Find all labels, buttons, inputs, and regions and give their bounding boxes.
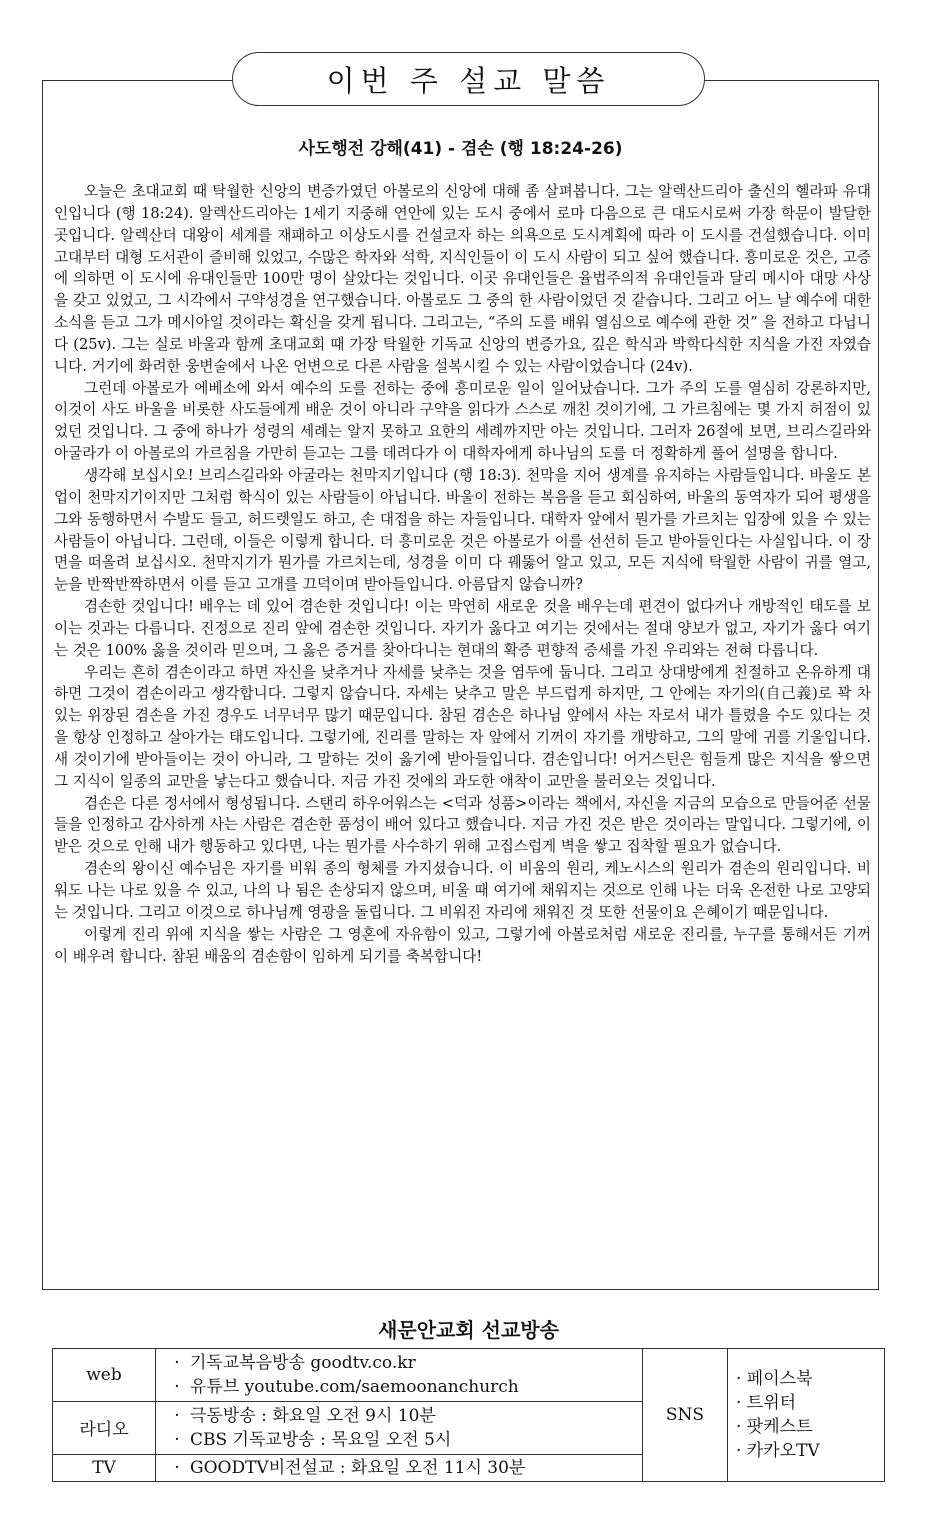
sermon-paragraph: 그런데 아볼로가 에베소에 와서 예수의 도를 전하는 중에 흥미로운 일이 일어났습니다. 그가 주의 도를 열심히 강론하지만, 이것이 사도 바울을 비롯한 사도들에게 배운 것이 아니라 구약을 읽다가 스스로 깨친 것이기에, 그 가르침에는 몇 가지 허점이 있었던 것입니다. 그 중에 하나가 성령의 세례는 알지 못하고 요한의 세례까지만 아는 것입니다. 그러자 26절에 보면, 브리스길라와 아굴라가 이 아볼로의 가르침을 가만히 듣고는 그를 데려다가 이 대학자에게 하나님의 도를 더 정확하게 풀어 설명을 합니다.	[54, 379, 871, 463]
broadcast-table	[52, 1348, 885, 1482]
row-label: 라디오	[53, 1401, 156, 1454]
row-items	[156, 1349, 643, 1402]
list-item: · GOODTV비전설교 : 화요일 오전 11시 30분	[164, 1456, 634, 1480]
list-item: · 극동방송 : 화요일 오전 9시 10분	[164, 1404, 634, 1428]
row-label: web	[53, 1349, 156, 1402]
broadcast-heading: 새문안교회 선교방송	[378, 1318, 559, 1342]
sermon-paragraph: 이렇게 진리 위에 지식을 쌓는 사람은 그 영혼에 자유함이 있고, 그렇기에 아볼로처럼 새로운 진리를, 누구를 통해서든 기꺼이 배우려 합니다. 참된 배움의 겸손함이 임하게 되기를 축복합니다!	[54, 925, 871, 965]
sns-item-kakaotv: · 카카오TV	[736, 1441, 820, 1461]
row-items	[156, 1401, 643, 1454]
broadcast-row-web	[53, 1349, 885, 1402]
list-item: · 기독교복음방송 goodtv.co.kr	[164, 1351, 634, 1375]
sns-list	[728, 1349, 885, 1482]
list-item: · 유튜브 youtube.com/saemoonanchurch	[164, 1375, 634, 1399]
row-label: TV	[53, 1454, 156, 1481]
sermon-paragraph: 겸손한 것입니다! 배우는 데 있어 겸손한 것입니다! 이는 막연히 새로운 것을 배우는데 편견이 없다거나 개방적인 태도를 보이는 것과는 다릅니다. 진정으로 진리 앞에 겸손한 것입니다. 자기가 옳다고 여기는 것에서는 절대 양보가 없고, 자기가 옳다 여기는 것은 100% 옳을 것이라 믿으며, 그 옳은 증거를 찾아다니는 현대의 확증 편향적 증세를 가진 우리와는 전혀 다릅니다.	[54, 598, 871, 659]
row-items	[156, 1454, 643, 1481]
sermon-paragraph: 겸손의 왕이신 예수님은 자기를 비워 종의 형체를 가지셨습니다. 이 비움의 원리, 케노시스의 원리가 겸손의 원리입니다. 비워도 나는 나로 있을 수 있고, 나의 나 됨은 손상되지 않으며, 비울 때 여기에 채워지는 것으로 인해 나는 더욱 온전한 나로 고양되는 것입니다. 그리고 이것으로 하나님께 영광을 돌립니다. 그 비워진 자리에 채워진 것 또한 선물이요 은혜이기 때문입니다.	[54, 860, 871, 921]
page-title: 이번 주 설교 말씀	[232, 52, 705, 106]
sermon-paragraph: 오늘은 초대교회 때 탁월한 신앙의 변증가였던 아볼로의 신앙에 대해 좀 살펴봅니다. 그는 알렉산드리아 출신의 헬라파 유대인입니다 (행 18:24). 알렉산드리아는 1세기 지중해 연안에 있는 도시 중에서 로마 다음으로 큰 대도시로써 가장 학문이 발달한 곳입니다. 알렉산더 대왕이 세계를 재패하고 이상도시를 건설코자 하는 의욕으로 도시계획에 따라 이 도시를 건설했습니다. 이미 고대부터 대형 도서관이 즐비해 있었고, 수많은 학자와 석학, 지식인들이 이 도시 사람이 되고 싶어 했습니다. 흥미로운 것은, 고증에 의하면 이 도시에 유대인들만 100만 명이 살았다는 것입니다. 이곳 유대인들은 율법주의적 유대인들과 달리 메시아 대망 사상을 갖고 있었고, 그 시각에서 구약성경을 연구했습니다. 아볼로도 그 중의 한 사람이었던 것 같습니다. 그리고 어느 날 예수에 대한 소식을 듣고 그가 메시아일 것이라는 확신을 갖게 됩니다. 그리고는, “주의 도를 배워 열심으로 예수에 관한 것” 을 전하고 다닙니다 (25v). 그는 실로 바울과 함께 초대교회 때 가장 탁월한 기독교 신앙의 변증가요, 깊은 학식과 박학다식한 지식을 가진 자였습니다. 거기에 화려한 웅변술에서 나온 언변으로 다른 사람을 설복시킬 수 있는 사람이었습니다 (24v).	[54, 183, 871, 375]
sns-item-podcast: · 팟케스트	[736, 1417, 813, 1437]
sermon-body	[54, 181, 871, 967]
sermon-paragraph: 겸손은 다른 정서에서 형성됩니다. 스탠리 하우어워스는 <덕과 성품>이라는 책에서, 자신을 지금의 모습으로 만들어준 선물들을 인정하고 감사하게 사는 사람은 겸손한 품성이 배어 있다고 했습니다. 지금 가진 것은 받은 것이라는 말입니다. 그렇기에, 이 받은 것으로 인해 내가 행동하고 있다면, 나는 뭔가를 사수하기 위해 고집스럽게 벽을 쌓고 집착할 필요가 없습니다.	[54, 794, 871, 856]
sermon-paragraph: 우리는 흔히 겸손이라고 하면 자신을 낮추거나 자세를 낮추는 것을 염두에 둡니다. 그리고 상대방에게 친절하고 온유하게 대하면 그것이 겸손이라고 생각합니다. 그렇지 않습니다. 자세는 낮추고 말은 부드럽게 하지만, 그 안에는 자기의(自己義)로 꽉 차 있는 위장된 겸손을 가진 경우도 너무너무 많기 때문입니다. 참된 겸손은 하나님 앞에서 사는 자로서 내가 틀렸을 수도 있다는 것을 항상 인정하고 살아가는 태도입니다. 그렇기에, 진리를 말하는 자 앞에서 기꺼이 자기를 개방하고, 그의 말에 귀를 기울입니다. 새 것이기에 받아들이는 것이 아니라, 그 말하는 것이 옳기에 받아들입니다. 겸손입니다! 어거스틴은 힘들게 많은 지식을 쌓으면 그 지식이 일종의 교만을 낳는다고 했습니다. 지금 가진 것에의 과도한 애착이 교만을 불러오는 것입니다.	[54, 663, 871, 790]
sermon-subtitle: 사도행전 강해(41) - 겸손 (행 18:24-26)	[298, 139, 623, 159]
sns-item-facebook: · 페이스북	[736, 1369, 813, 1389]
sns-label: SNS	[643, 1349, 728, 1482]
sermon-paragraph: 생각해 보십시오! 브리스길라와 아굴라는 천막지기입니다 (행 18:3). 천막을 지어 생계를 유지하는 사람들입니다. 바울도 본업이 천막지기이지만 그처럼 학식이 있는 사람들이 아닙니다. 바울이 전하는 복음을 듣고 회심하여, 바울의 동역자가 되어 평생을 그와 동행하면서 수발도 들고, 허드렛일도 하고, 손 대접을 하는 자들입니다. 대학자 앞에서 뭔가를 가르치는 입장에 있을 수 있는 사람들이 아닙니다. 그런데, 이들은 이렇게 합니다. 더 흥미로운 것은 아볼로가 이를 선선히 듣고 받아들인다는 사실입니다. 이 장면을 떠올려 보십시오. 천막지기가 뭔가를 가르치는데, 성경을 이미 다 꿰뚫어 알고 있고, 모든 지식에 탁월한 사람이 귀를 열고, 눈을 반짝반짝하면서 이를 듣고 고개를 끄덕이며 받아들입니다. 아름답지 않습니까?	[54, 466, 871, 594]
list-item: · CBS 기독교방송 : 목요일 오전 5시	[164, 1428, 634, 1452]
sns-item-twitter: · 트위터	[736, 1393, 797, 1413]
